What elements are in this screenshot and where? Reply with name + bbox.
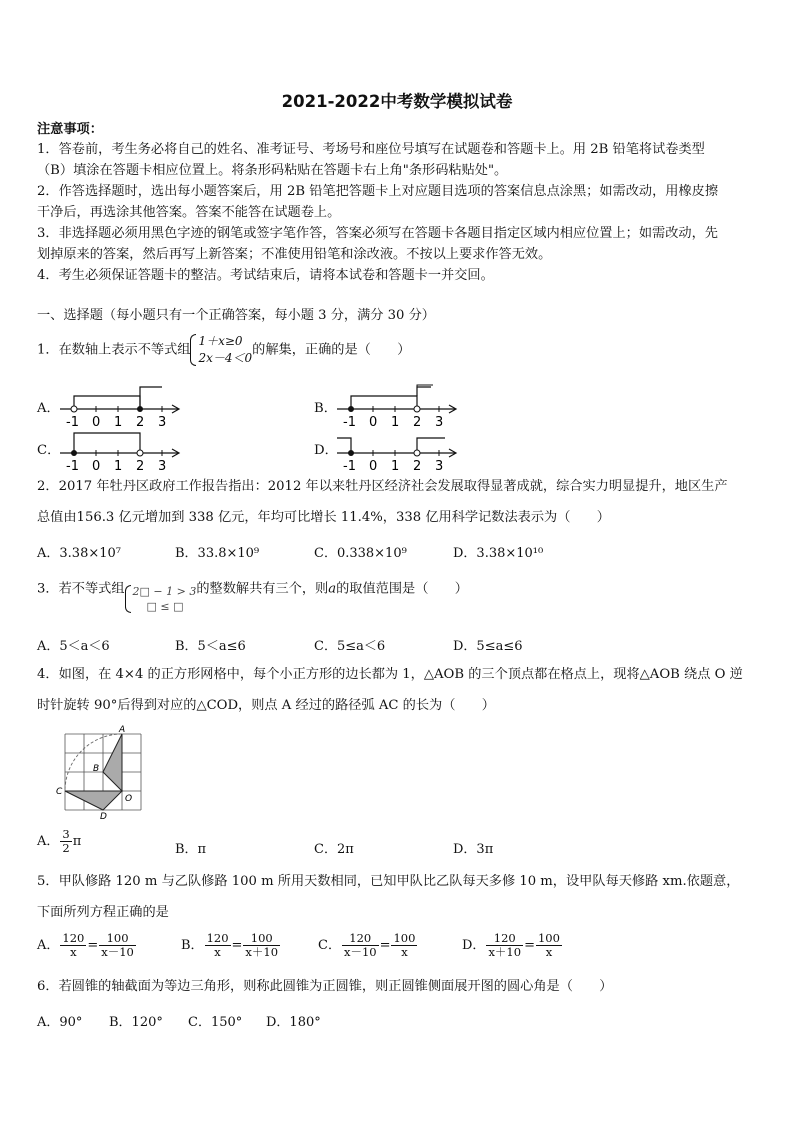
denominator: x＋10 bbox=[245, 945, 279, 959]
triangle-aob bbox=[103, 734, 122, 791]
q4-grid-figure bbox=[56, 725, 148, 821]
tick-label: 3 bbox=[435, 415, 444, 428]
q4-opt-a-fraction bbox=[60, 828, 71, 855]
tick-label: 1 bbox=[391, 415, 400, 428]
q1-sys-line1: 1＋x≥0 bbox=[198, 334, 243, 348]
label-a: A bbox=[119, 725, 126, 735]
q4-opt-a-label: A． bbox=[37, 834, 60, 849]
q1-number-line-a bbox=[58, 384, 184, 428]
q1-number-line-b bbox=[335, 384, 461, 428]
fraction-right bbox=[536, 932, 562, 959]
notice-line: 4．考生必须保证答题卡的整洁。考试结束后，请将本试卷和答题卡一并交回。 bbox=[37, 268, 494, 283]
q2-option-c[interactable]: C．0.338×10⁹ bbox=[314, 546, 407, 561]
option-label: C． bbox=[318, 938, 341, 953]
numerator: 3 bbox=[62, 827, 70, 841]
numerator: 100 bbox=[393, 931, 416, 945]
q4-option-c[interactable]: C．2π bbox=[314, 842, 354, 857]
tick-label: 1 bbox=[114, 459, 123, 472]
label-b: B bbox=[93, 764, 100, 774]
q6-option-a[interactable]: A．90° bbox=[37, 1015, 83, 1030]
q4-option-b[interactable]: B．π bbox=[175, 842, 207, 857]
q4-line2: 时针旋转 90°后得到对应的△COD，则点 A 经过的路径弧 AC 的长为（ ） bbox=[37, 698, 495, 713]
denominator: x－10 bbox=[343, 945, 377, 959]
q1-system bbox=[190, 333, 252, 367]
denominator: x bbox=[401, 945, 408, 959]
q5-line1: 5．甲队修路 120 m 与乙队修路 100 m 所用天数相同，已知甲队比乙队每天多修 10 m，设甲队每天修路 xm.依题意， bbox=[37, 874, 740, 889]
q4-option-d[interactable]: D．3π bbox=[453, 842, 494, 857]
q2-line1: 2．2017 年牡丹区政府工作报告指出：2012 年以来牡丹区经济社会发展取得显著成就，综合实力明显提升，地区生产 bbox=[37, 479, 728, 494]
section-heading: 一、选择题（每小题只有一个正确答案，每小题 3 分，满分 30 分） bbox=[37, 308, 435, 323]
numerator: 120 bbox=[206, 931, 229, 945]
numerator: 100 bbox=[99, 932, 136, 946]
q3-option-d[interactable]: D．5≤a≤6 bbox=[453, 639, 523, 654]
numerator: 100 bbox=[243, 932, 280, 946]
q1-option-a-label[interactable]: A． bbox=[37, 401, 60, 416]
equals: = bbox=[231, 938, 243, 953]
numerator: 120 bbox=[342, 932, 379, 946]
tick-label: 3 bbox=[158, 459, 167, 472]
q6-option-d[interactable]: D．180° bbox=[266, 1015, 321, 1030]
q3-option-a[interactable]: A．5＜a＜6 bbox=[37, 639, 110, 654]
q1-suffix: 的解集，正确的是（ ） bbox=[252, 342, 411, 358]
fraction-left bbox=[342, 932, 379, 959]
denominator: x－10 bbox=[101, 945, 134, 959]
q1-option-b-label[interactable]: B． bbox=[314, 401, 337, 416]
q4-option-a[interactable] bbox=[37, 828, 81, 855]
equals: = bbox=[379, 938, 391, 953]
tick-label: 1 bbox=[114, 415, 123, 428]
q6-line1: 6．若圆锥的轴截面为等边三角形，则称此圆锥为正圆锥，则正圆锥侧面展开图的圆心角是（ ） bbox=[37, 979, 613, 994]
tick-label: 1 bbox=[391, 459, 400, 472]
notice-line: 划掉原来的答案，然后再写上新答案；不准使用铅笔和涂改液。不按以上要求作答无效。 bbox=[37, 247, 552, 262]
tick-label: -1 bbox=[343, 415, 356, 428]
fraction-left bbox=[486, 932, 523, 959]
triangle-cod bbox=[65, 791, 122, 810]
label-c: C bbox=[56, 787, 63, 797]
equals: = bbox=[87, 938, 99, 953]
notice-line: （B）填涂在答题卡相应位置上。将条形码粘贴在答题卡右上角"条形码粘贴处"。 bbox=[37, 163, 508, 178]
equals: = bbox=[524, 938, 535, 953]
q3-sys-line1: 2□ − 1 > 3 bbox=[132, 585, 197, 598]
tick-label: 2 bbox=[413, 459, 422, 472]
q2-option-d[interactable]: D．3.38×10¹⁰ bbox=[453, 546, 544, 561]
numerator: 120 bbox=[62, 931, 85, 945]
option-label: A． bbox=[37, 938, 60, 953]
notice-line: 3．非选择题必须用黑色字迹的钢笔或签字笔作答，答案必须写在答题卡各题目指定区域内相应位置上；如需改动，先 bbox=[37, 226, 718, 241]
q1-number-line-d bbox=[335, 428, 461, 472]
q1-option-d-label[interactable]: D． bbox=[314, 443, 338, 458]
notice-line: 1．答卷前，考生务必将自己的姓名、准考证号、考场号和座位号填写在试题卷和答题卡上。用 2B 铅笔将试卷类型 bbox=[37, 142, 705, 157]
q3-sys-line2: □ ≤ □ bbox=[146, 600, 184, 613]
q5-option-d[interactable] bbox=[462, 932, 563, 959]
denominator: x bbox=[70, 945, 77, 959]
q1-prefix: 1．在数轴上表示不等式组 bbox=[37, 342, 191, 358]
q4-line1: 4．如图，在 4×4 的正方形网格中，每个小正方形的边长都为 1，△AOB 的三个顶点都在格点上，现将△AOB 绕点 O 逆 bbox=[37, 667, 743, 682]
notice-heading: 注意事项： bbox=[37, 122, 103, 137]
tick-label: 2 bbox=[413, 415, 422, 428]
q2-line2: 总值由156.3 亿元增加到 338 亿元，年均可比增长 11.4%，338 亿用科学记数法表示为（ ） bbox=[37, 510, 610, 525]
q5-option-a[interactable] bbox=[37, 932, 137, 959]
q3-suffix-b: 的取值范围是（ ） bbox=[336, 581, 468, 597]
tick-label: -1 bbox=[343, 459, 356, 472]
q4-opt-a-pi: π bbox=[72, 834, 82, 849]
q3-prefix: 3．若不等式组 bbox=[37, 581, 125, 597]
numerator: 120 bbox=[486, 932, 523, 946]
fraction-left bbox=[60, 932, 86, 959]
tick-label: 0 bbox=[92, 415, 101, 428]
label-o: O bbox=[125, 794, 133, 804]
q1-option-c-label[interactable]: C． bbox=[37, 443, 61, 458]
question-3 bbox=[37, 574, 468, 613]
fraction-right bbox=[99, 932, 136, 959]
q2-option-a[interactable]: A．3.38×10⁷ bbox=[37, 546, 121, 561]
tick-label: 0 bbox=[92, 459, 101, 472]
page-title: 2021-2022中考数学模拟试卷 bbox=[281, 92, 513, 111]
tick-label: 0 bbox=[369, 415, 378, 428]
option-label: D． bbox=[462, 938, 486, 953]
denominator: x＋10 bbox=[488, 945, 522, 959]
q3-option-b[interactable]: B．5＜a≤6 bbox=[175, 639, 246, 654]
q6-option-c[interactable]: C．150° bbox=[188, 1015, 243, 1030]
fraction-left bbox=[205, 932, 231, 959]
denominator: x bbox=[214, 945, 221, 959]
denominator: x bbox=[545, 945, 553, 959]
q3-system bbox=[125, 584, 197, 614]
q6-option-b[interactable]: B．120° bbox=[109, 1015, 163, 1030]
q5-option-c[interactable] bbox=[318, 932, 418, 959]
q3-suffix-a: 的整数解共有三个，则 bbox=[196, 581, 329, 597]
q5-option-b[interactable] bbox=[181, 932, 281, 959]
q5-line2: 下面所列方程正确的是 bbox=[37, 905, 169, 920]
numerator: 100 bbox=[537, 931, 560, 945]
q1-sys-line2: 2x－4＜0 bbox=[198, 351, 253, 365]
label-d: D bbox=[100, 812, 107, 821]
q1-number-line-c bbox=[58, 428, 184, 472]
tick-label: 3 bbox=[158, 415, 167, 428]
fraction-right bbox=[243, 932, 280, 959]
tick-label: -1 bbox=[66, 459, 79, 472]
tick-label: 2 bbox=[136, 415, 145, 428]
notice-line: 2．作答选择题时，选出每小题答案后，用 2B 铅笔把答题卡上对应题目选项的答案信息点涂黑；如需改动，用橡皮擦 bbox=[37, 184, 719, 199]
tick-label: -1 bbox=[66, 415, 79, 428]
denominator: 2 bbox=[62, 841, 70, 855]
option-label: B． bbox=[181, 938, 204, 953]
q3-var: a bbox=[328, 581, 337, 597]
tick-label: 2 bbox=[136, 459, 145, 472]
q3-option-c[interactable]: C．5≤a＜6 bbox=[314, 639, 386, 654]
tick-label: 0 bbox=[369, 459, 378, 472]
notice-line: 干净后，再选涂其他答案。答案不能答在试题卷上。 bbox=[37, 205, 341, 220]
q2-option-b[interactable]: B．33.8×10⁹ bbox=[175, 546, 260, 561]
tick-label: 3 bbox=[435, 459, 444, 472]
question-1 bbox=[37, 333, 410, 367]
fraction-right bbox=[391, 932, 417, 959]
